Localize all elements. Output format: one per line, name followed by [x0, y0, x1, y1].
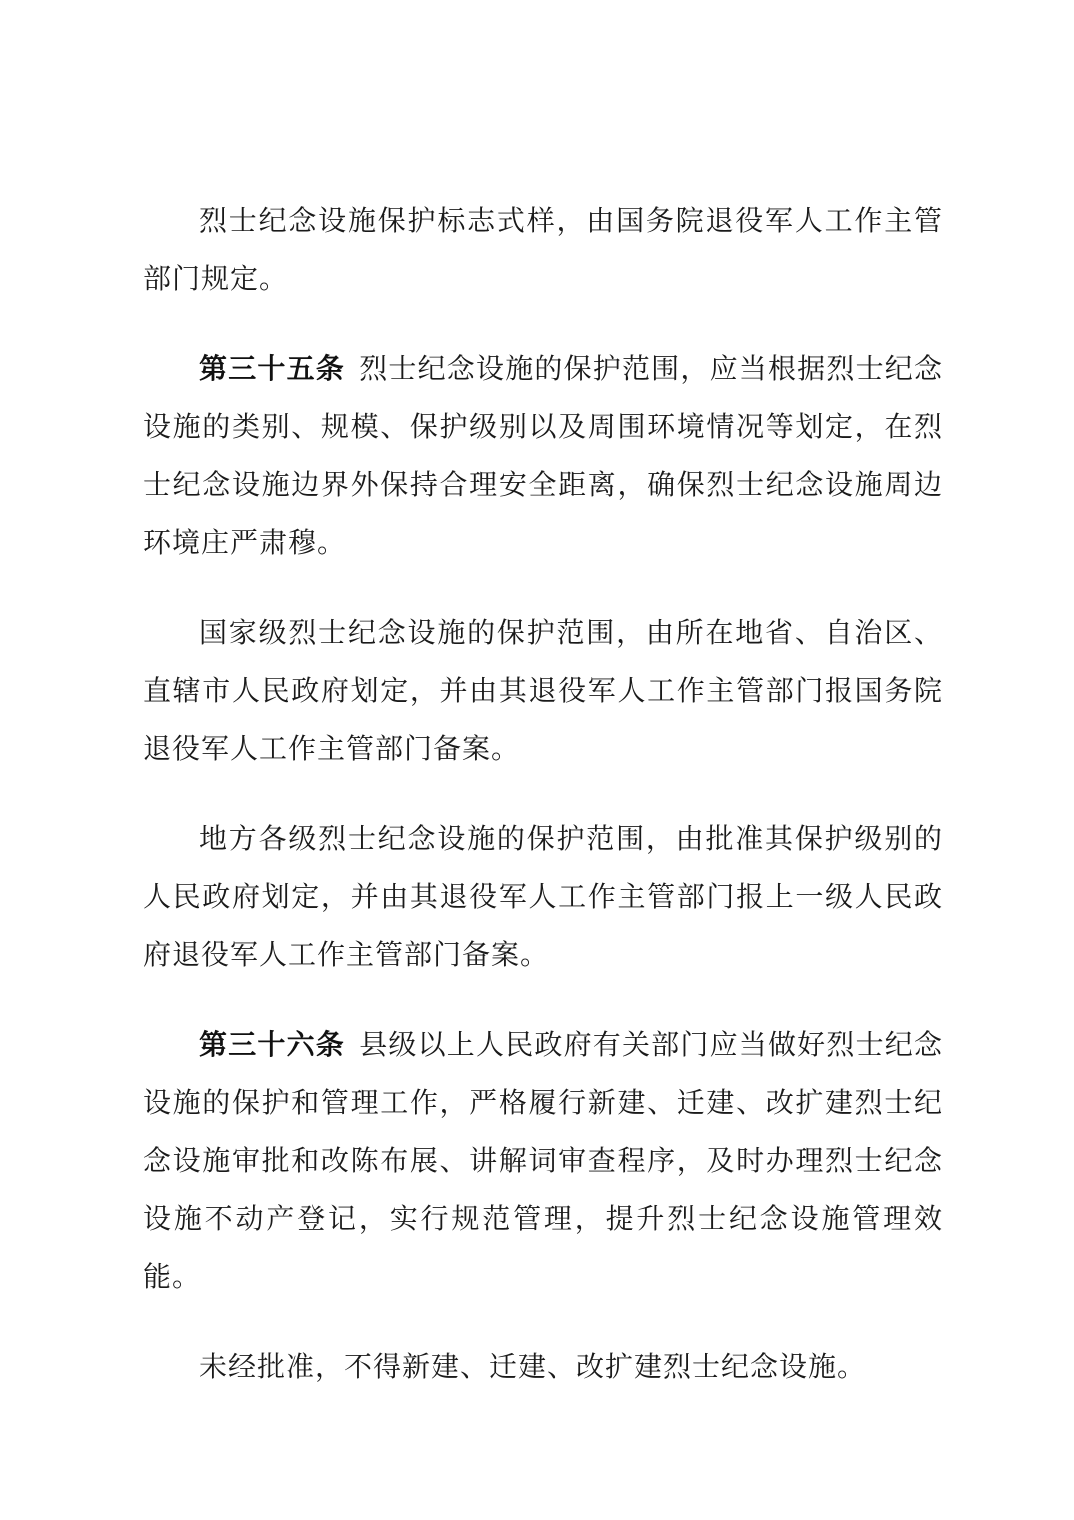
paragraph-text: 烈士纪念设施的保护范围，应当根据烈士纪念设施的类别、规模、保护级别以及周围环境情况等划定，在烈士纪念设施边界外保持合理安全距离，确保烈士纪念设施周边环境庄严肃穆。: [143, 352, 943, 559]
paragraph-5: [143, 1016, 943, 1306]
paragraph-2: [143, 340, 943, 572]
article-number: 第三十五条: [199, 352, 345, 385]
paragraph-3: [143, 604, 943, 778]
paragraph-6: [143, 1338, 943, 1396]
paragraph-text: 地方各级烈士纪念设施的保护范围，由批准其保护级别的人民政府划定，并由其退役军人工作主管部门报上一级人民政府退役军人工作主管部门备案。: [143, 822, 943, 971]
paragraph-text: 国家级烈士纪念设施的保护范围，由所在地省、自治区、直辖市人民政府划定，并由其退役军人工作主管部门报国务院退役军人工作主管部门备案。: [143, 616, 943, 765]
article-number: 第三十六条: [199, 1028, 345, 1061]
document-body: [143, 192, 943, 1428]
paragraph-4: [143, 810, 943, 984]
paragraph-1: [143, 192, 943, 308]
paragraph-text: 未经批准，不得新建、迁建、改扩建烈士纪念设施。: [199, 1350, 867, 1383]
paragraph-text: 县级以上人民政府有关部门应当做好烈士纪念设施的保护和管理工作，严格履行新建、迁建、改扩建烈士纪念设施审批和改陈布展、讲解词审查程序，及时办理烈士纪念设施不动产登记，实行规范管理，提升烈士纪念设施管理效能。: [143, 1028, 943, 1293]
paragraph-text: 烈士纪念设施保护标志式样，由国务院退役军人工作主管部门规定。: [143, 204, 943, 295]
